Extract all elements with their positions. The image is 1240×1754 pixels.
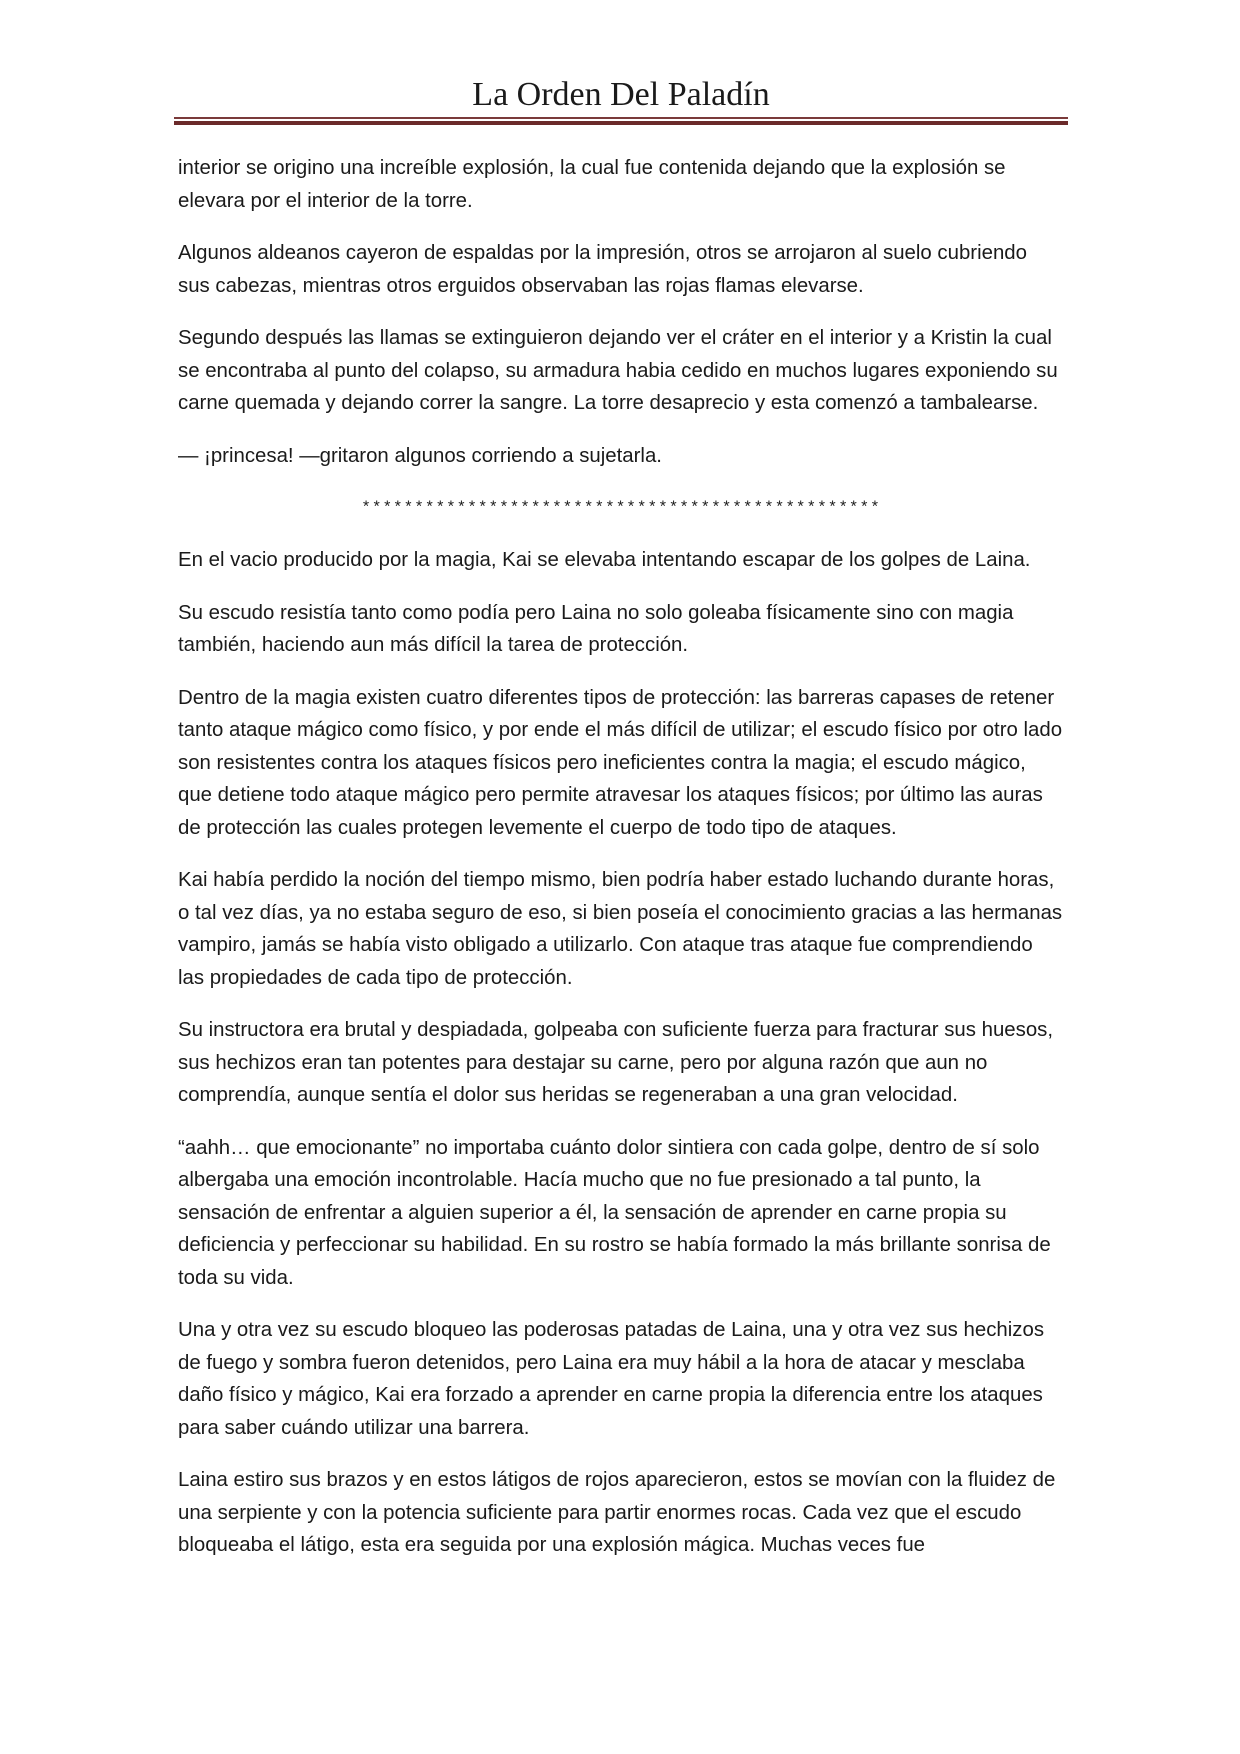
paragraph: Algunos aldeanos cayeron de espaldas por la impresión, otros se arrojaron al suelo cubriendo sus cabezas, mientras otros erguidos observaban las rojas flamas elevarse.	[178, 242, 1027, 297]
paragraph: Laina estiro sus brazos y en estos látigos de rojos aparecieron, estos se movían con la fluidez de una serpiente y con la potencia suficiente para partir enormes rocas. Cada vez que el escudo bloqueaba el látigo, esta era seguida por una explosión mágica. Muchas veces fue	[178, 1469, 1056, 1556]
page-header	[174, 70, 1068, 120]
paragraph: Su instructora era brutal y despiadada, golpeaba con suficiente fuerza para fracturar sus huesos, sus hechizos eran tan potentes para destajar su carne, pero por alguna razón que aun no comprendía, aunque sentía el dolor sus heridas se regeneraban a una gran velocidad.	[178, 1019, 1054, 1106]
header-rule-thin-line	[174, 117, 1068, 119]
paragraph: En el vacio producido por la magia, Kai se elevaba intentando escapar de los golpes de Laina.	[178, 549, 1031, 571]
dialogue-line: — ¡princesa! —gritaron algunos corriendo a sujetarla.	[178, 444, 662, 467]
paragraph: interior se origino una increíble explosión, la cual fue contenida dejando que la explosión se elevara por el interior de la torre.	[178, 157, 1006, 212]
paragraph: Una y otra vez su escudo bloqueo las poderosas patadas de Laina, una y otra vez sus hechizos de fuego y sombra fueron detenidos, pero Laina era muy hábil a la hora de atacar y mesclaba daño físico y mágico, Kai era forzado a aprender en carne propia la diferencia entre los ataques para saber cuándo utilizar una barrera.	[178, 1319, 1045, 1439]
page-title: La Orden Del Paladín	[472, 76, 770, 113]
paragraph: Su escudo resistía tanto como podía pero Laina no solo goleaba físicamente sino con magia también, haciendo aun más difícil la tarea de protección.	[178, 601, 1014, 656]
paragraph: Kai había perdido la noción del tiempo mismo, bien podría haber estado luchando durante horas, o tal vez días, ya no estaba seguro de eso, si bien poseía el conocimiento gracias a las hermanas vampiro, jamás se había visto obligado a utilizarlo. Con ataque tras ataque fue comprendiendo las propiedades de cada tipo de protección.	[178, 869, 1063, 989]
paragraph: Segundo después las llamas se extinguieron dejando ver el cráter en el interior y a Kristin la cual se encontraba al punto del colapso, su armadura habia cedido en muchos lugares exponiendo su carne quemada y dejando correr la sangre. La torre desaprecio y esta comenzó a tambalearse.	[178, 327, 1058, 414]
header-rule	[174, 117, 1068, 125]
paragraph: Dentro de la magia existen cuatro diferentes tipos de protección: las barreras capases de retener tanto ataque mágico como físico, y por ende el más difícil de utilizar; el escudo físico por otro lado son resistentes contra los ataques físicos pero ineficientes contra la magia; el escudo mágico, que detiene todo ataque mágico pero permite atravesar los ataques físicos; por último las auras de protección las cuales protegen levemente el cuerpo de todo tipo de ataques.	[178, 686, 1063, 839]
paragraph: “aahh… que emocionante” no importaba cuánto dolor sintiera con cada golpe, dentro de sí solo albergaba una emoción incontrolable. Hacía mucho que no fue presionado a tal punto, la sensación de enfrentar a alguien superior a él, la sensación de aprender en carne propia su deficiencia y perfeccionar su habilidad. En su rostro se había formado la más brillante sonrisa de toda su vida.	[178, 1136, 1051, 1289]
header-rule-thick-line	[174, 121, 1068, 125]
scene-separator: *************************************************	[361, 499, 881, 517]
page-body	[178, 152, 1064, 1582]
